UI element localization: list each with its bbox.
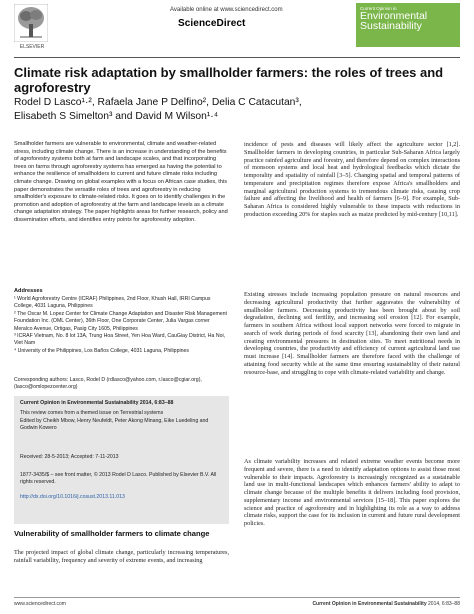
available-online-text: Available online at www.sciencedirect.com — [170, 7, 283, 13]
footer-website-link[interactable]: www.sciencedirect.com — [14, 601, 66, 607]
address-item: ² The Oscar M. Lopez Center for Climate Change Adaptation and Disaster Risk Management Foundation Inc. (OML Center), 36th Floor, One Corporate Center, Julia Vargas corner Meralco Avenue, Ortigas, Pasig City 1605, Philippines — [14, 310, 227, 332]
infobox-issn: 1877-3435/$ – see front matter, © 2013 Rodel D Lasco. Published by Elsevier B.V. All rights reserved. — [20, 472, 217, 486]
footer-citation — [312, 601, 460, 607]
address-item: ⁴ University of the Philippines, Los Baños College, 4031 Laguna, Philippines — [14, 347, 189, 354]
authors-line-2: Elisabeth S Simelton³ and David M Wilson¹·⁴ — [14, 111, 219, 122]
elsevier-tree-logo — [14, 4, 48, 42]
infobox-edited-by: Edited by Cheikh Mbow, Henry Neufeldt, Peter Akong Minang, Eike Luedeling and Godwin Kowero — [20, 418, 209, 432]
abstract-text: Smallholder farmers are vulnerable to environmental, climate and weather-related stress, including climate change. There is an increase in understanding of the benefits of agroforestry systems both at farm and landscape scales, and that incorporating trees on farms through agroforestry systems has emerged as having the potential to enhance the resilience of smallholders to current and future climate risks including climate change. Drawing on global examples with a focus on African case studies, this paper demonstrates the versatile roles of trees and agroforestry in reducing smallholder's exposure to climate-related risks. It goes on to identify challenges in the promotion and adoption of agroforestry at the farm and landscape levels as a climate change adaptation strategy. The paper highlights areas for further research, policy and dissemination efforts, and identifies entry points for agroforestry adoption. — [14, 141, 228, 223]
body-paragraph-3: As climate variability increases and related extreme weather events become more frequent and severe, there is a need to identify adaptation options to assist those most vulnerable to their impacts. Agroforestry is increasingly recognized as a sustainable land use in multi-functional landscapes which enhances farmers' ability to adapt to climate change because of the multiple benefits it delivers including food provision, supplementary income and environmental services [15–18]. This paper explores the science and practice of agroforestry and in highlighting its role as a way to address climate risks, support the case for its inclusion in current and future rural development policies. — [244, 458, 460, 527]
address-list — [14, 296, 229, 355]
body-paragraph-1: incidence of pests and diseases will likely affect the agriculture sector [1,2]. Smallholder farmers in developing countries, in particular Sub-Saharan Africa largely practice rainfed agriculture and forestry, and therefore depend on complex interactions of monsoon systems and local heat and hydrological feedbacks which dictate the temporality and spatiality of rainfall [3–5]. Changing spatial and temporal patterns of temperature and precipitation regimes therefore expose Africa's smallholders and marginal agricultural production systems to tremendous climate risks, causing crop failure and affecting the livelihood and health of farmers [6–9]. For example, Sub-Saharan Africa is considered highly vulnerable to these impacts with reductions in production exceeding 20% for staples such as maize predicted by mid-century [10,11]. — [244, 141, 460, 218]
journal-cover-box[interactable] — [356, 3, 460, 47]
addresses-heading: Addresses — [14, 288, 43, 294]
infobox-journal-line: Current Opinion in Environmental Sustainability 2014, 6:83–88 — [20, 400, 174, 406]
journal-current-opinion: Current Opinion in — [360, 6, 397, 11]
journal-name: Environmental Sustainability — [360, 10, 428, 32]
author-list — [14, 96, 460, 124]
article-info-box — [14, 396, 229, 524]
footer-journal: Current Opinion in Environmental Sustainability — [312, 601, 427, 607]
header-divider — [14, 57, 460, 58]
doi-link[interactable]: http://dx.doi.org/10.1016/j.cosust.2013.11.013 — [20, 494, 125, 500]
authors-line-1: Rodel D Lasco¹·², Rafaela Jane P Delfino², Delia C Catacutan³, — [14, 97, 302, 108]
address-item: ³ ICRAF Vietnam, No. 8 lot 13A, Trung Hoa Street, Yen Hoa Ward, CauGiay District, Ha Noi, Viet Nam — [14, 333, 226, 347]
section-body-text: The projected impact of global climate change, particularly increasing temperatures, rainfall variability, frequency and severity of extreme events, and increasing — [14, 549, 229, 564]
body-paragraph-2: Existing stresses include increasing population pressure on natural resources and decreasing agricultural productivity that further aggravates the vulnerability of smallholder farmers. Decreasing productivity has been brought about by soil degradation, declining soil fertility, and increasing soil erosion [12]. For example, farmers in southern Africa without local support networks were forced to migrate in search of work during periods of food scarcity [13], abandoning their own land and creating environmental pressures in destination sites. To meet nutritional needs in developing countries, the productivity and efficiency of current agricultural land use must increase [14]. Smallholder farmers are therefore faced with the challenge of attaining food security while at the same time ensuring sustainability of their natural resource-base, and struggling to cope with climate-related variability and change. — [244, 291, 460, 376]
corresponding-authors[interactable]: Corresponding authors: Lasco, Rodel D (rdlasco@yahoo.com, r.lasco@cgiar.org), (lasco@omlopezcenter.org) — [14, 377, 202, 391]
footer-pages: 2014, 6:83–88 — [428, 601, 460, 607]
address-item: ¹ World Agroforestry Centre (ICRAF) Philippines, 2nd Floor, Khush Hall, IRRI Campus College, 4031 Laguna, Philippines — [14, 296, 211, 310]
infobox-theme-line: This review comes from a themed issue on Terrestrial systems — [20, 410, 164, 416]
elsevier-wordmark: ELSEVIER — [19, 44, 45, 50]
infobox-received: Received: 28-5-2013; Accepted: 7-11-2013 — [20, 454, 119, 460]
article-title: Climate risk adaptation by smallholder farmers: the roles of trees and agroforestry — [14, 65, 444, 95]
section-heading: Vulnerability of smallholder farmers to climate change — [14, 529, 210, 538]
footer-divider — [14, 597, 460, 598]
sciencedirect-wordmark[interactable]: ScienceDirect — [178, 18, 246, 29]
